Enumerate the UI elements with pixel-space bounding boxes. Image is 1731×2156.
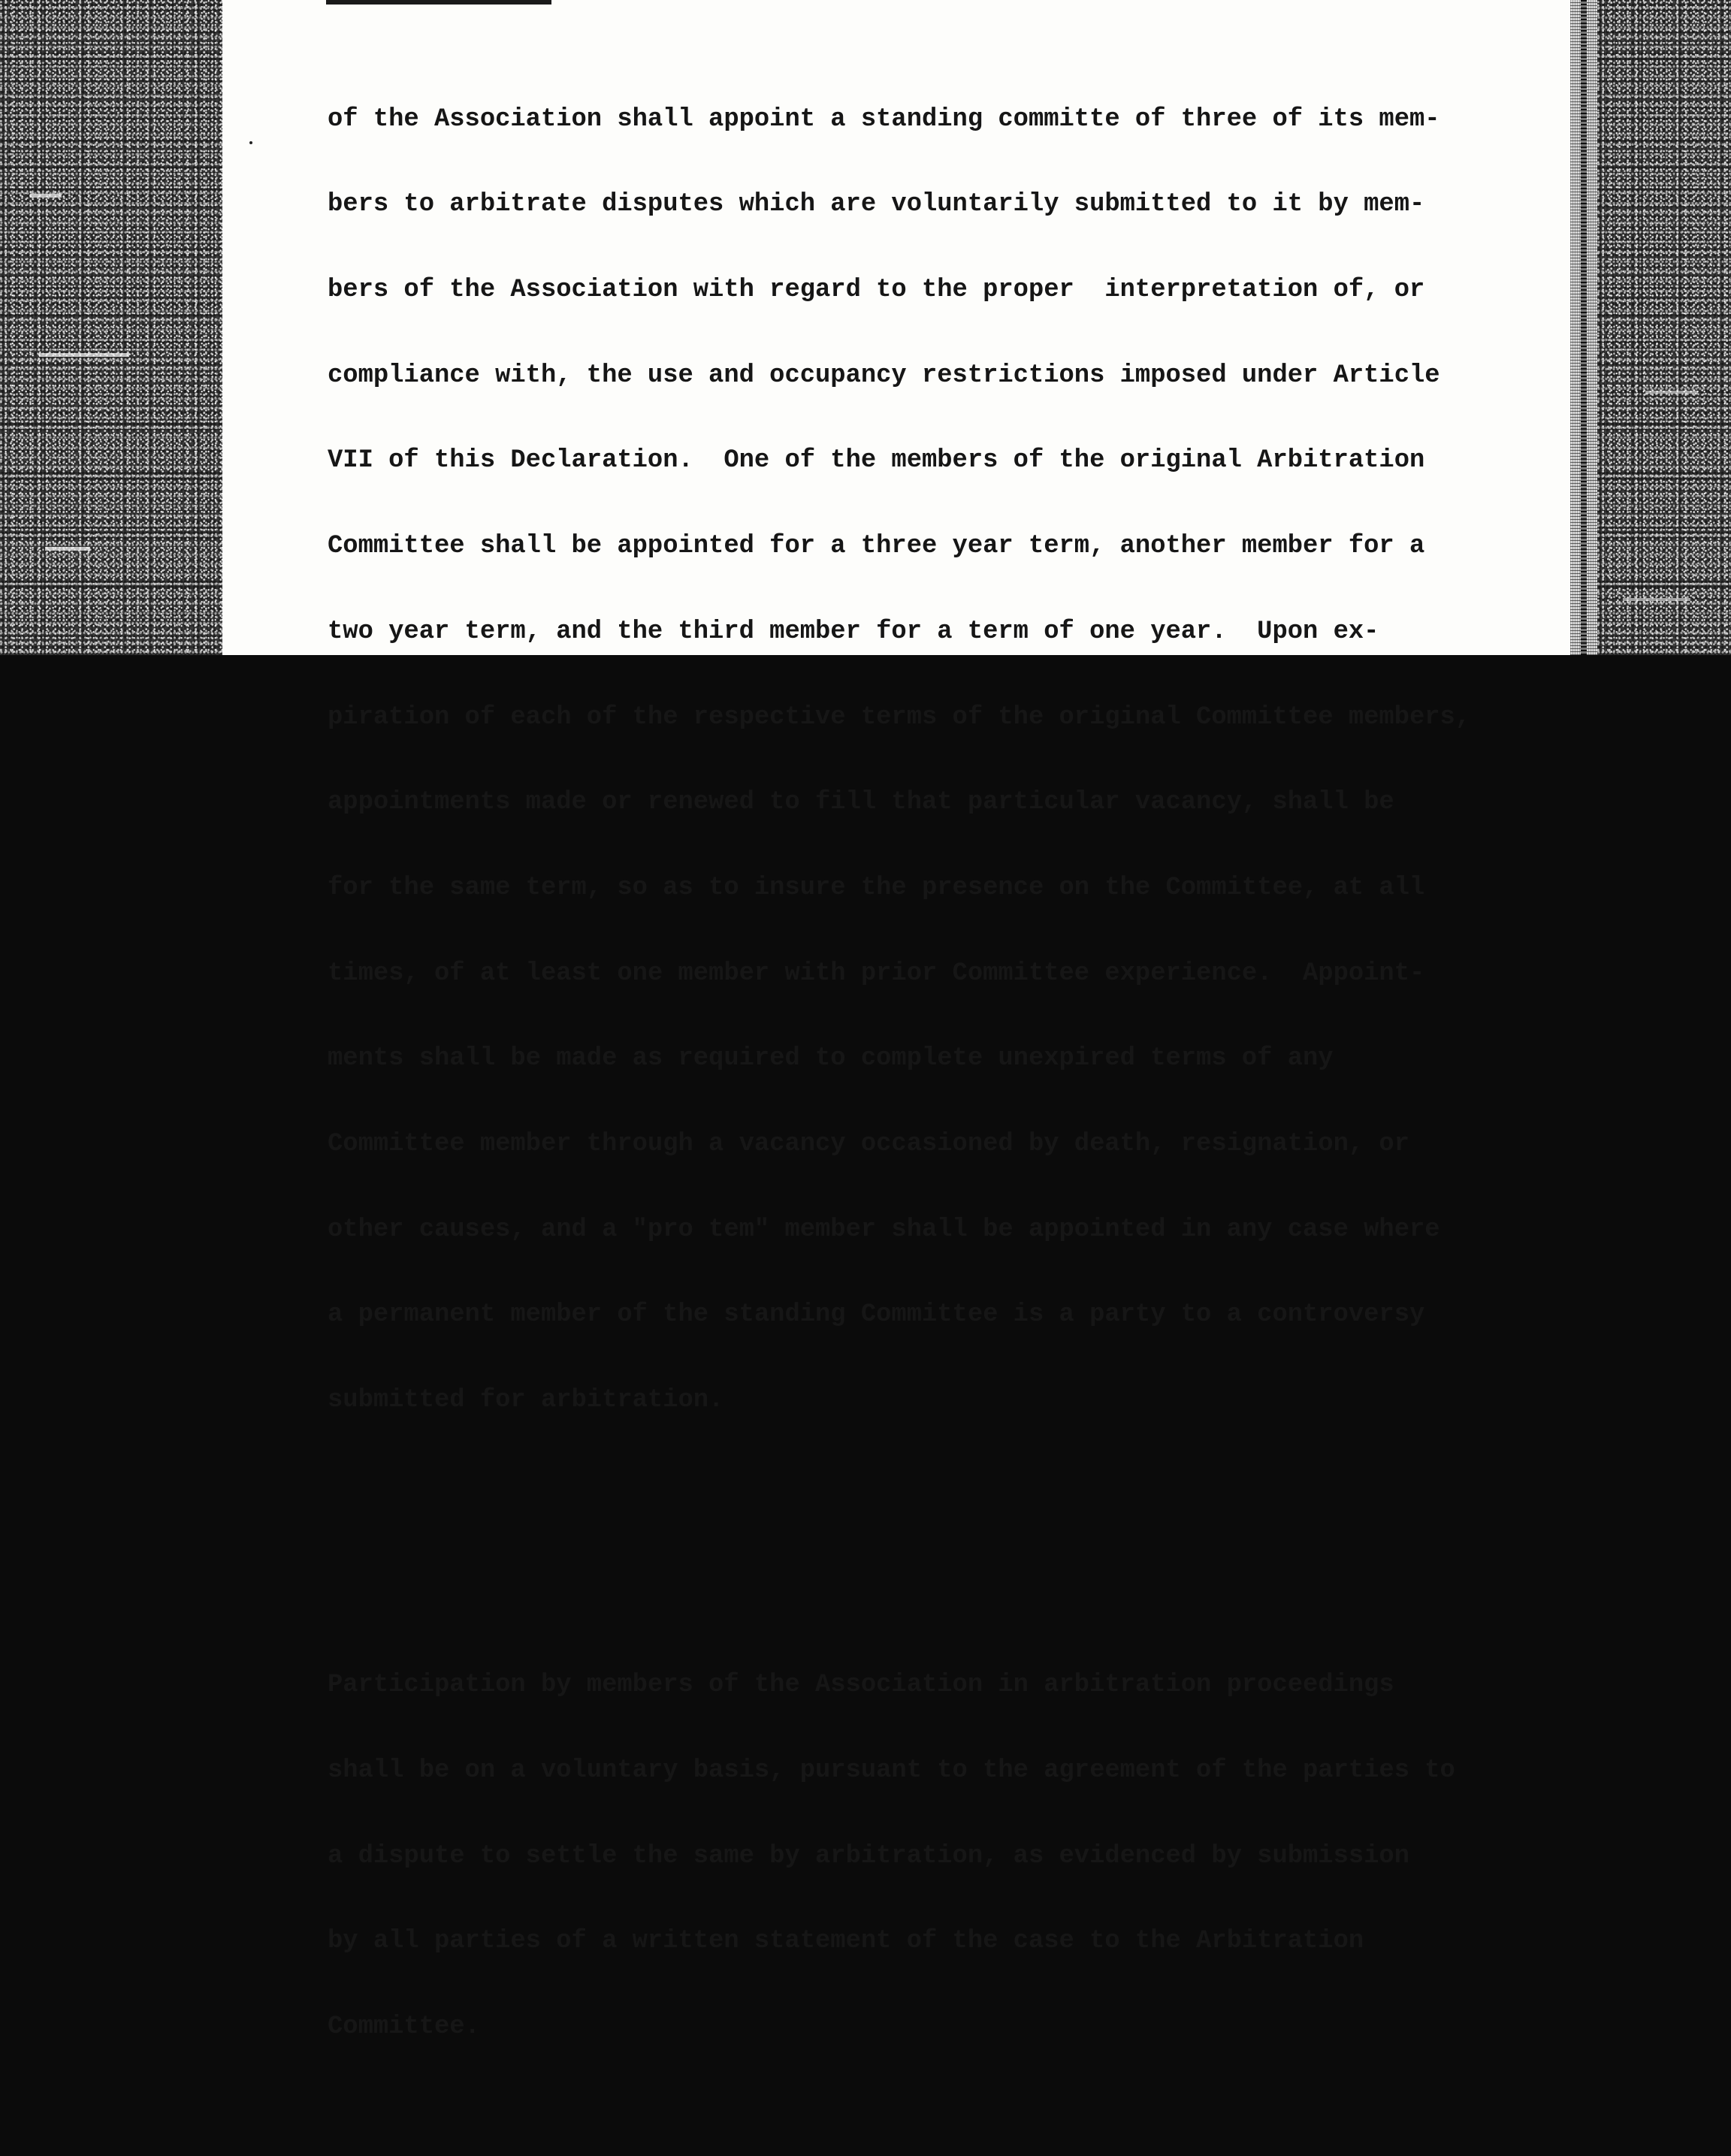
text-line: a permanent member of the standing Committee is a party to a controversy — [328, 1300, 1425, 1330]
text-line: Committee member through a vacancy occasioned by death, resignation, or — [328, 1130, 1409, 1159]
scan-artifact-mark — [45, 547, 90, 551]
scan-noise-right-margin — [1597, 0, 1731, 655]
text-line: piration of each of the respective terms of the original Committee members, — [328, 702, 1471, 732]
text-line: bers to arbitrate disputes which are voluntarily submitted to it by mem- — [328, 190, 1425, 219]
text-line: appointments made or renewed to fill that particular vacancy, shall be — [328, 788, 1394, 817]
paragraph-voluntary-participation — [328, 1614, 1470, 2098]
text-line: compliance with, the use and occupancy restrictions imposed under Article — [328, 361, 1440, 390]
scan-artifact-mark — [1645, 391, 1698, 394]
text-line: by all parties of a written statement of the case to the Arbitration — [328, 1927, 1364, 1956]
text-line: for the same term, so as to insure the presence on the Committee, at all — [328, 873, 1425, 902]
text-line: bers of the Association with regard to the proper interpretation of, or — [328, 276, 1425, 305]
scan-artifact-mark — [39, 353, 129, 357]
scan-page-edge — [1570, 0, 1599, 655]
paragraph-spacer — [328, 1529, 1470, 1558]
text-line: Participation by members of the Association in arbitration proceedings — [328, 1671, 1394, 1700]
text-line: of the Association shall appoint a standing committe of three of its mem- — [328, 104, 1440, 134]
scan-noise-left-margin — [0, 0, 222, 655]
stray-ink-dot — [249, 141, 252, 144]
text-line: two year term, and the third member for a term of one year. Upon ex- — [328, 617, 1379, 646]
text-line: submitted for arbitration. — [328, 1386, 724, 1415]
text-line: other causes, and a "pro tem" member shall be appointed in any case where — [328, 1215, 1440, 1244]
text-line: a dispute to settle the same by arbitration, as evidenced by submission — [328, 1841, 1409, 1871]
scan-artifact-mark — [1623, 598, 1690, 601]
text-line: shall be on a voluntary basis, pursuant to the agreement of the parties to — [328, 1756, 1455, 1785]
text-line: ments shall be made as required to complete unexpired terms of any — [328, 1044, 1334, 1073]
text-line: VII of this Declaration. One of the members of the original Arbitration — [328, 446, 1425, 476]
text-line: Committee. — [328, 2013, 480, 2042]
paragraph-arbitration-committee — [328, 49, 1470, 1472]
text-line: times, of at least one member with prior Committee experience. Appoint- — [328, 959, 1425, 988]
scan-artifact-mark — [30, 194, 62, 198]
document-body-text — [328, 0, 1470, 2156]
text-line: Committee shall be appointed for a three year term, another member for a — [328, 532, 1425, 561]
document-page — [222, 0, 1570, 2042]
